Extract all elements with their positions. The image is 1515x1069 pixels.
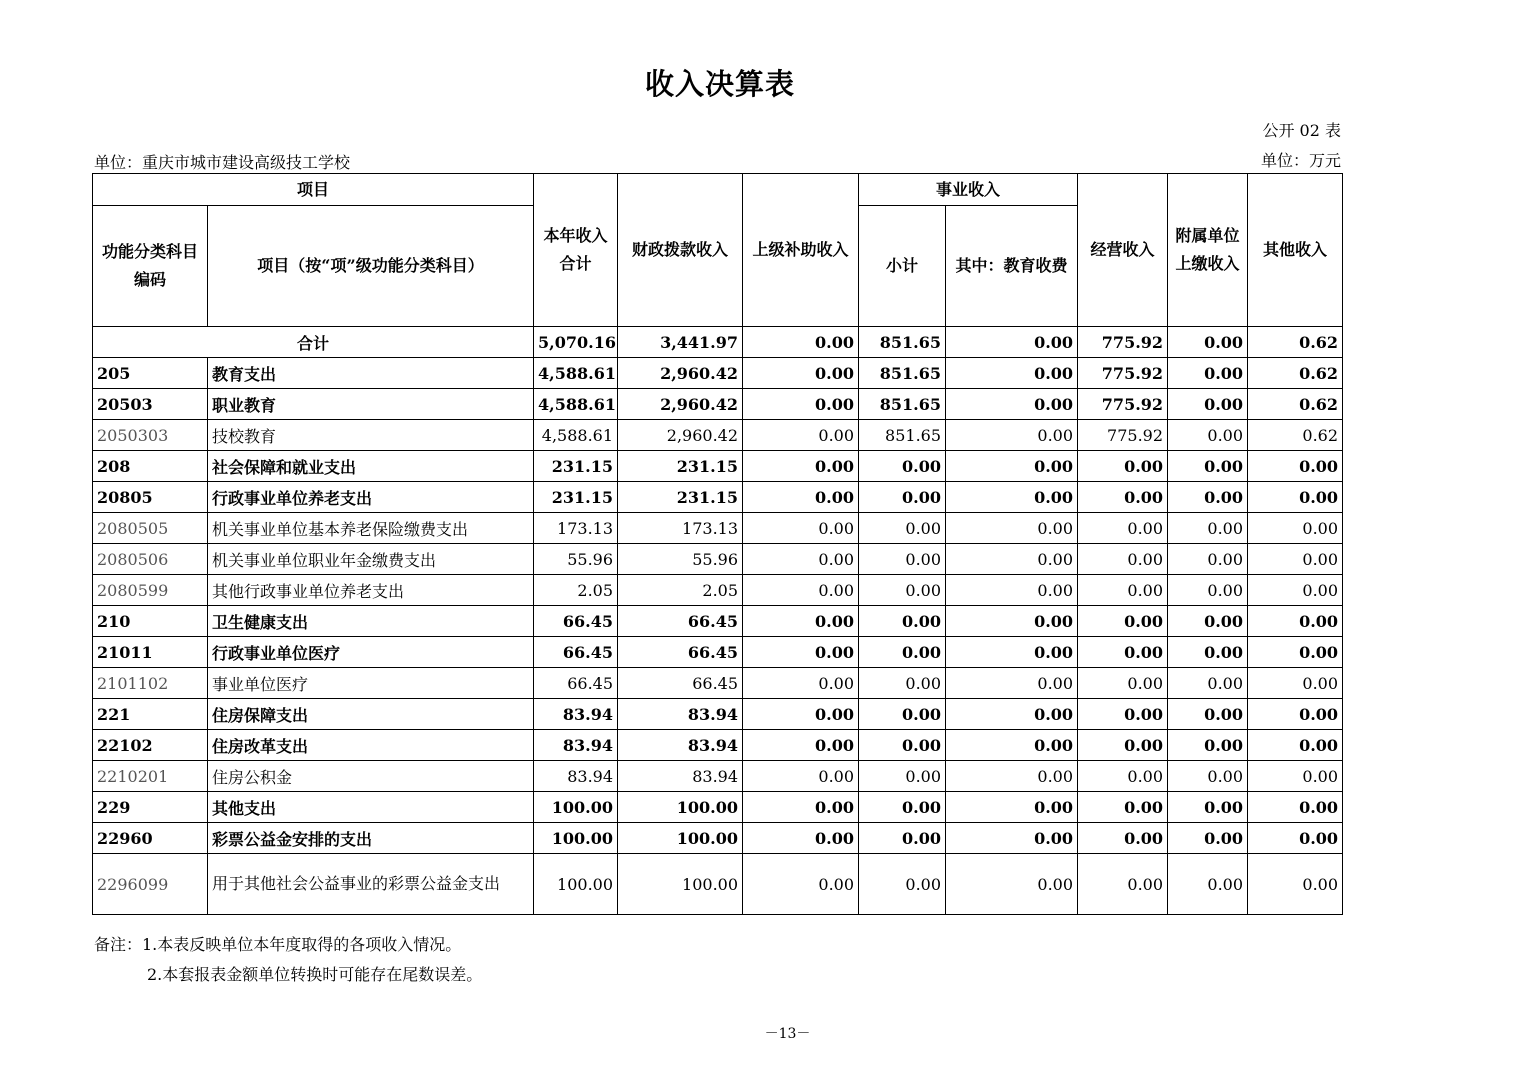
row-code: 22102 <box>93 730 208 761</box>
row-value: 100.00 <box>534 792 618 823</box>
row-value: 775.92 <box>1078 389 1168 420</box>
row-value: 0.00 <box>1248 699 1343 730</box>
row-value: 0.00 <box>1168 699 1248 730</box>
header-other: 其他收入 <box>1248 174 1343 327</box>
reporting-unit: 单位：重庆市城市建设高级技工学校 <box>94 153 351 172</box>
row-value: 0.62 <box>1248 420 1343 451</box>
row-value: 83.94 <box>618 699 743 730</box>
notes <box>94 930 482 990</box>
row-value: 2,960.42 <box>618 358 743 389</box>
row-name: 其他行政事业单位养老支出 <box>208 575 534 606</box>
row-name: 技校教育 <box>208 420 534 451</box>
row-name: 行政事业单位医疗 <box>208 637 534 668</box>
table-row <box>93 699 1343 730</box>
row-code: 210 <box>93 606 208 637</box>
row-value: 173.13 <box>534 513 618 544</box>
row-value: 0.00 <box>1168 389 1248 420</box>
total-value: 0.00 <box>946 327 1078 358</box>
row-value: 66.45 <box>618 606 743 637</box>
row-value: 0.00 <box>1168 730 1248 761</box>
total-value: 0.62 <box>1248 327 1343 358</box>
form-code: 公开 02 表 <box>1262 121 1341 140</box>
row-value: 0.00 <box>743 575 859 606</box>
row-name: 其他支出 <box>208 792 534 823</box>
row-value: 0.00 <box>743 854 859 915</box>
row-value: 0.00 <box>859 730 946 761</box>
header-project: 项目 <box>93 174 534 206</box>
note-line-1: 备注：1.本表反映单位本年度取得的各项收入情况。 <box>94 935 462 954</box>
row-value: 100.00 <box>534 854 618 915</box>
row-name: 用于其他社会公益事业的彩票公益金支出 <box>208 854 534 915</box>
table-row <box>93 854 1343 915</box>
row-code: 22960 <box>93 823 208 854</box>
row-code: 2080505 <box>93 513 208 544</box>
row-value: 0.00 <box>1078 823 1168 854</box>
income-statement-table <box>92 173 1343 915</box>
row-code: 2296099 <box>93 854 208 915</box>
row-value: 0.00 <box>859 575 946 606</box>
row-value: 0.00 <box>1248 792 1343 823</box>
row-value: 0.00 <box>1078 854 1168 915</box>
table-row <box>93 482 1343 513</box>
row-code: 21011 <box>93 637 208 668</box>
row-value: 4,588.61 <box>534 389 618 420</box>
row-code: 2101102 <box>93 668 208 699</box>
row-value: 0.00 <box>946 482 1078 513</box>
row-value: 231.15 <box>618 451 743 482</box>
row-value: 55.96 <box>534 544 618 575</box>
row-value: 0.00 <box>1078 699 1168 730</box>
row-code: 2080506 <box>93 544 208 575</box>
header-total: 本年收入合计 <box>534 174 618 327</box>
row-name: 彩票公益金安排的支出 <box>208 823 534 854</box>
header-career-subtotal: 小计 <box>859 206 946 327</box>
row-value: 66.45 <box>618 668 743 699</box>
row-value: 66.45 <box>534 606 618 637</box>
row-value: 0.00 <box>859 451 946 482</box>
row-code: 2080599 <box>93 575 208 606</box>
row-value: 0.62 <box>1248 358 1343 389</box>
row-value: 0.00 <box>1168 668 1248 699</box>
row-value: 0.00 <box>946 389 1078 420</box>
row-name: 机关事业单位职业年金缴费支出 <box>208 544 534 575</box>
header-career: 事业收入 <box>859 174 1078 206</box>
row-value: 231.15 <box>534 451 618 482</box>
row-name: 行政事业单位养老支出 <box>208 482 534 513</box>
row-value: 83.94 <box>534 699 618 730</box>
row-value: 0.00 <box>859 761 946 792</box>
row-value: 0.00 <box>743 482 859 513</box>
row-value: 0.00 <box>1168 761 1248 792</box>
row-value: 0.00 <box>1248 637 1343 668</box>
row-value: 0.00 <box>1078 575 1168 606</box>
row-code: 208 <box>93 451 208 482</box>
row-value: 0.00 <box>1168 482 1248 513</box>
row-value: 0.00 <box>1168 420 1248 451</box>
row-value: 0.00 <box>743 823 859 854</box>
row-value: 0.00 <box>1168 358 1248 389</box>
table-row <box>93 451 1343 482</box>
header-func-name: 项目（按“项”级功能分类科目） <box>208 206 534 327</box>
table-row <box>93 389 1343 420</box>
row-value: 0.00 <box>1078 761 1168 792</box>
row-value: 0.00 <box>1248 854 1343 915</box>
row-value: 0.00 <box>1168 575 1248 606</box>
row-value: 2.05 <box>534 575 618 606</box>
row-value: 0.00 <box>946 606 1078 637</box>
table-row <box>93 513 1343 544</box>
row-value: 0.00 <box>946 823 1078 854</box>
row-value: 0.00 <box>743 699 859 730</box>
row-value: 0.00 <box>859 668 946 699</box>
row-value: 0.00 <box>1078 606 1168 637</box>
total-value: 0.00 <box>743 327 859 358</box>
row-value: 231.15 <box>618 482 743 513</box>
currency-unit: 单位：万元 <box>1260 151 1341 170</box>
header-business: 经营收入 <box>1078 174 1168 327</box>
total-value: 775.92 <box>1078 327 1168 358</box>
table-row <box>93 575 1343 606</box>
row-name: 事业单位医疗 <box>208 668 534 699</box>
row-value: 0.00 <box>946 699 1078 730</box>
row-value: 0.00 <box>859 606 946 637</box>
row-value: 0.00 <box>946 730 1078 761</box>
row-value: 0.00 <box>1168 606 1248 637</box>
row-value: 0.00 <box>946 854 1078 915</box>
header-affiliated: 附属单位上缴收入 <box>1168 174 1248 327</box>
table-row <box>93 358 1343 389</box>
row-value: 0.00 <box>1248 575 1343 606</box>
row-code: 2210201 <box>93 761 208 792</box>
row-value: 0.00 <box>1168 544 1248 575</box>
row-value: 851.65 <box>859 420 946 451</box>
table-row <box>93 637 1343 668</box>
row-name: 卫生健康支出 <box>208 606 534 637</box>
row-value: 100.00 <box>534 823 618 854</box>
row-value: 0.00 <box>743 730 859 761</box>
row-value: 775.92 <box>1078 358 1168 389</box>
table-row <box>93 761 1343 792</box>
header-fiscal: 财政拨款收入 <box>618 174 743 327</box>
row-value: 0.00 <box>1078 482 1168 513</box>
row-value: 0.00 <box>743 792 859 823</box>
table-row <box>93 544 1343 575</box>
total-value: 851.65 <box>859 327 946 358</box>
table-row <box>93 606 1343 637</box>
row-code: 20503 <box>93 389 208 420</box>
row-value: 0.00 <box>946 513 1078 544</box>
row-value: 173.13 <box>618 513 743 544</box>
row-name: 社会保障和就业支出 <box>208 451 534 482</box>
row-value: 0.00 <box>743 420 859 451</box>
row-value: 0.00 <box>859 823 946 854</box>
row-name: 住房公积金 <box>208 761 534 792</box>
row-value: 851.65 <box>859 389 946 420</box>
row-value: 775.92 <box>1078 420 1168 451</box>
table-row <box>93 823 1343 854</box>
row-value: 2,960.42 <box>618 389 743 420</box>
header-func-code: 功能分类科目编码 <box>93 206 208 327</box>
row-value: 0.00 <box>743 606 859 637</box>
row-value: 0.00 <box>743 668 859 699</box>
table-row <box>93 420 1343 451</box>
row-value: 100.00 <box>618 854 743 915</box>
row-value: 0.00 <box>743 451 859 482</box>
total-row <box>93 327 1343 358</box>
row-value: 0.00 <box>946 637 1078 668</box>
row-value: 0.00 <box>1248 451 1343 482</box>
row-value: 66.45 <box>618 637 743 668</box>
row-value: 0.00 <box>1078 451 1168 482</box>
row-value: 0.00 <box>1248 761 1343 792</box>
row-value: 0.00 <box>1078 730 1168 761</box>
table-row <box>93 792 1343 823</box>
row-value: 0.00 <box>859 854 946 915</box>
row-value: 0.00 <box>859 482 946 513</box>
row-value: 851.65 <box>859 358 946 389</box>
table-row <box>93 730 1343 761</box>
row-value: 0.00 <box>1078 637 1168 668</box>
row-value: 0.00 <box>1248 482 1343 513</box>
row-value: 0.00 <box>1248 544 1343 575</box>
row-name: 教育支出 <box>208 358 534 389</box>
row-code: 20805 <box>93 482 208 513</box>
row-value: 0.00 <box>946 792 1078 823</box>
row-value: 83.94 <box>534 761 618 792</box>
row-value: 0.00 <box>743 358 859 389</box>
row-value: 0.00 <box>1168 792 1248 823</box>
row-value: 2,960.42 <box>618 420 743 451</box>
row-value: 83.94 <box>618 761 743 792</box>
row-value: 100.00 <box>618 823 743 854</box>
row-value: 0.00 <box>859 513 946 544</box>
row-value: 66.45 <box>534 637 618 668</box>
row-value: 66.45 <box>534 668 618 699</box>
row-value: 0.00 <box>859 544 946 575</box>
row-value: 0.00 <box>946 358 1078 389</box>
note-line-2: 2.本套报表金额单位转换时可能存在尾数误差。 <box>147 965 483 984</box>
row-value: 0.00 <box>859 637 946 668</box>
row-value: 0.00 <box>1168 451 1248 482</box>
row-value: 0.00 <box>743 513 859 544</box>
row-value: 0.00 <box>1168 637 1248 668</box>
row-value: 0.00 <box>1248 606 1343 637</box>
row-code: 229 <box>93 792 208 823</box>
row-value: 83.94 <box>618 730 743 761</box>
row-value: 0.00 <box>1168 513 1248 544</box>
page-number: －13－ <box>764 1026 811 1042</box>
row-name: 住房保障支出 <box>208 699 534 730</box>
row-value: 0.00 <box>1248 823 1343 854</box>
row-value: 0.00 <box>1168 854 1248 915</box>
row-value: 0.00 <box>859 699 946 730</box>
row-value: 0.00 <box>859 792 946 823</box>
row-value: 0.00 <box>946 668 1078 699</box>
row-value: 0.00 <box>946 544 1078 575</box>
total-value: 0.00 <box>1168 327 1248 358</box>
row-value: 4,588.61 <box>534 358 618 389</box>
row-value: 0.00 <box>946 451 1078 482</box>
row-name: 住房改革支出 <box>208 730 534 761</box>
row-value: 0.00 <box>743 544 859 575</box>
row-code: 205 <box>93 358 208 389</box>
row-value: 4,588.61 <box>534 420 618 451</box>
row-name: 机关事业单位基本养老保险缴费支出 <box>208 513 534 544</box>
row-value: 0.00 <box>743 389 859 420</box>
total-label: 合计 <box>93 327 534 358</box>
row-value: 0.00 <box>1248 513 1343 544</box>
row-value: 0.00 <box>1248 730 1343 761</box>
page-title: 收入决算表 <box>644 67 795 101</box>
row-code: 221 <box>93 699 208 730</box>
row-value: 0.00 <box>1078 513 1168 544</box>
table-row <box>93 668 1343 699</box>
row-value: 0.00 <box>946 761 1078 792</box>
row-value: 0.00 <box>1078 792 1168 823</box>
row-value: 0.00 <box>743 637 859 668</box>
header-career-edu: 其中：教育收费 <box>946 206 1078 327</box>
row-name: 职业教育 <box>208 389 534 420</box>
row-value: 100.00 <box>618 792 743 823</box>
row-value: 0.00 <box>743 761 859 792</box>
row-code: 2050303 <box>93 420 208 451</box>
row-value: 0.00 <box>946 575 1078 606</box>
row-value: 55.96 <box>618 544 743 575</box>
row-value: 0.00 <box>1248 668 1343 699</box>
row-value: 0.00 <box>1078 668 1168 699</box>
row-value: 0.00 <box>1078 544 1168 575</box>
header-superior: 上级补助收入 <box>743 174 859 327</box>
row-value: 0.62 <box>1248 389 1343 420</box>
row-value: 231.15 <box>534 482 618 513</box>
row-value: 2.05 <box>618 575 743 606</box>
row-value: 83.94 <box>534 730 618 761</box>
total-value: 3,441.97 <box>618 327 743 358</box>
total-value: 5,070.16 <box>534 327 618 358</box>
row-value: 0.00 <box>946 420 1078 451</box>
row-value: 0.00 <box>1168 823 1248 854</box>
